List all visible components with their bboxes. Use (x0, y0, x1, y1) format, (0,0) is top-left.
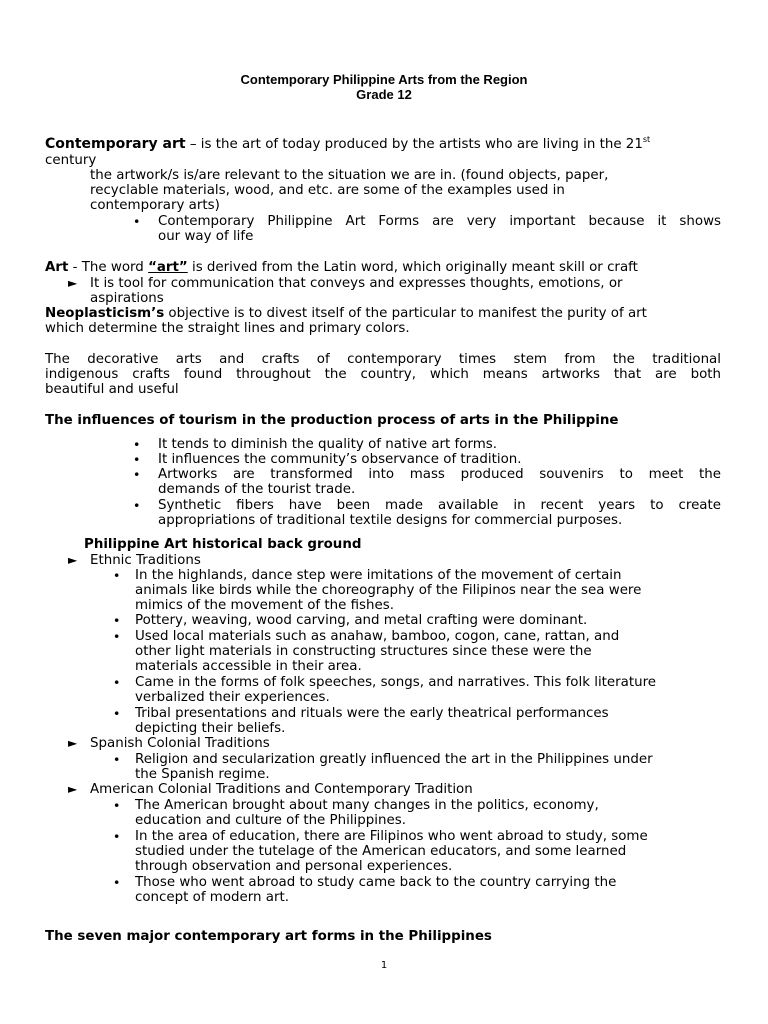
american-1-line2: education and culture of the Philippines. (135, 813, 406, 828)
tourism-bullet-4-line1: Synthetic fibers have been made available in recent years to create (158, 498, 721, 513)
contemporary-indent-2: recyclable materials, wood, and etc. are some of the examples used in (90, 183, 565, 198)
spanish-1-line1: Religion and secularization greatly influenced the art in the Philippines under (135, 752, 653, 767)
document-title: Contemporary Philippine Arts from the Region (240, 72, 528, 87)
art-arrow-line1: It is tool for communication that conveys and expresses thoughts, emotions, or (90, 276, 623, 291)
contemporary-term: Contemporary art (45, 136, 186, 152)
art-word: “art” (148, 260, 188, 275)
bullet-icon: • (133, 498, 141, 513)
art-mid: - The word (68, 260, 149, 275)
american-3-line1: Those who went abroad to study came back to the country carrying the (135, 875, 617, 890)
decorative-line2: indigenous crafts found throughout the country, which means artworks that are both (45, 367, 721, 382)
ethnic-3-line2: other light materials in constructing structures since these were the (135, 644, 592, 659)
seven-forms-heading: The seven major contemporary art forms in the Philippines (45, 929, 492, 944)
american-2-line2: studied under the tutelage of the American educators, and some learned (135, 844, 627, 859)
art-definition (45, 260, 638, 275)
arrow-bullet-icon: ► (68, 782, 78, 796)
ethnic-2: Pottery, weaving, wood carving, and metal crafting were dominant. (135, 613, 588, 628)
bullet-icon: • (133, 214, 141, 229)
american-1-line1: The American brought about many changes in the politics, economy, (135, 798, 599, 813)
neoplasticism-definition (45, 306, 647, 321)
contemporary-bullet-line1: Contemporary Philippine Art Forms are very important because it shows (158, 214, 721, 229)
arrow-bullet-icon: ► (68, 553, 78, 567)
bullet-icon: • (133, 467, 141, 482)
contemporary-def-line2: century (45, 153, 97, 168)
ethnic-traditions-label: Ethnic Traditions (90, 553, 201, 568)
ethnic-4-line1: Came in the forms of folk speeches, songs, and narratives. This folk literature (135, 675, 657, 690)
american-3-line2: concept of modern art. (135, 890, 290, 905)
ethnic-4-line2: verbalized their experiences. (135, 690, 330, 705)
ethnic-3-line3: materials accessible in their area. (135, 659, 362, 674)
neoplasticism-term: Neoplasticism’s (45, 306, 165, 321)
bullet-icon: • (113, 629, 121, 644)
ethnic-1-line3: mimics of the movement of the fishes. (135, 598, 394, 613)
art-rest: is derived from the Latin word, which originally meant skill or craft (187, 260, 638, 275)
contemporary-indent-1: the artwork/s is/are relevant to the situation we are in. (found objects, paper, (90, 168, 609, 183)
page-number: 1 (380, 960, 388, 971)
arrow-bullet-icon: ► (68, 736, 78, 750)
bullet-icon: • (113, 798, 121, 813)
bullet-icon: • (113, 875, 121, 890)
art-arrow-line2: aspirations (90, 291, 164, 306)
bullet-icon: • (113, 613, 121, 628)
tourism-bullet-3-line2: demands of the tourist trade. (158, 482, 356, 497)
decorative-line1: The decorative arts and crafts of contemporary times stem from the traditional (45, 352, 721, 367)
ethnic-5-line1: Tribal presentations and rituals were the early theatrical performances (135, 706, 609, 721)
american-2-line1: In the area of education, there are Filipinos who went abroad to study, some (135, 829, 648, 844)
contemporary-bullet-line2: our way of life (158, 229, 254, 244)
tourism-bullet-4-line2: appropriations of traditional textile designs for commercial purposes. (158, 513, 623, 528)
tourism-bullet-2: It influences the community’s observance of tradition. (158, 452, 522, 467)
contemporary-def-line1: – is the art of today produced by the artists who are living in the 21 (185, 137, 643, 152)
american-2-line3: through observation and personal experiences. (135, 859, 453, 874)
tourism-bullet-3-line1: Artworks are transformed into mass produced souvenirs to meet the (158, 467, 721, 482)
art-term: Art (45, 260, 69, 275)
bullet-icon: • (113, 568, 121, 583)
spanish-1-line2: the Spanish regime. (135, 767, 270, 782)
tourism-bullet-1: It tends to diminish the quality of native art forms. (158, 437, 497, 452)
bullet-icon: • (113, 706, 121, 721)
bullet-icon: • (113, 829, 121, 844)
ethnic-1-line2: animals like birds while the choreography of the Filipinos near the sea were (135, 583, 642, 598)
tourism-heading: The influences of tourism in the production process of arts in the Philippine (45, 413, 619, 428)
contemporary-definition (45, 137, 650, 152)
bullet-icon: • (113, 675, 121, 690)
ethnic-1-line1: In the highlands, dance step were imitations of the movement of certain (135, 568, 622, 583)
contemporary-indent-3: contemporary arts) (90, 198, 220, 213)
american-traditions-label: American Colonial Traditions and Contemporary Tradition (90, 782, 473, 797)
spanish-traditions-label: Spanish Colonial Traditions (90, 736, 270, 751)
bullet-icon: • (113, 752, 121, 767)
neoplasticism-line2: which determine the straight lines and primary colors. (45, 321, 410, 336)
decorative-line3: beautiful and useful (45, 382, 179, 397)
ethnic-3-line1: Used local materials such as anahaw, bamboo, cogon, cane, rattan, and (135, 629, 620, 644)
bullet-icon: • (133, 452, 141, 467)
neoplasticism-line1: objective is to divest itself of the particular to manifest the purity of art (164, 306, 647, 321)
arrow-bullet-icon: ► (68, 276, 78, 290)
history-heading: Philippine Art historical back ground (84, 537, 362, 552)
contemporary-sup: st (642, 135, 651, 144)
bullet-icon: • (133, 437, 141, 452)
document-grade: Grade 12 (356, 87, 412, 102)
ethnic-5-line2: depicting their beliefs. (135, 721, 286, 736)
